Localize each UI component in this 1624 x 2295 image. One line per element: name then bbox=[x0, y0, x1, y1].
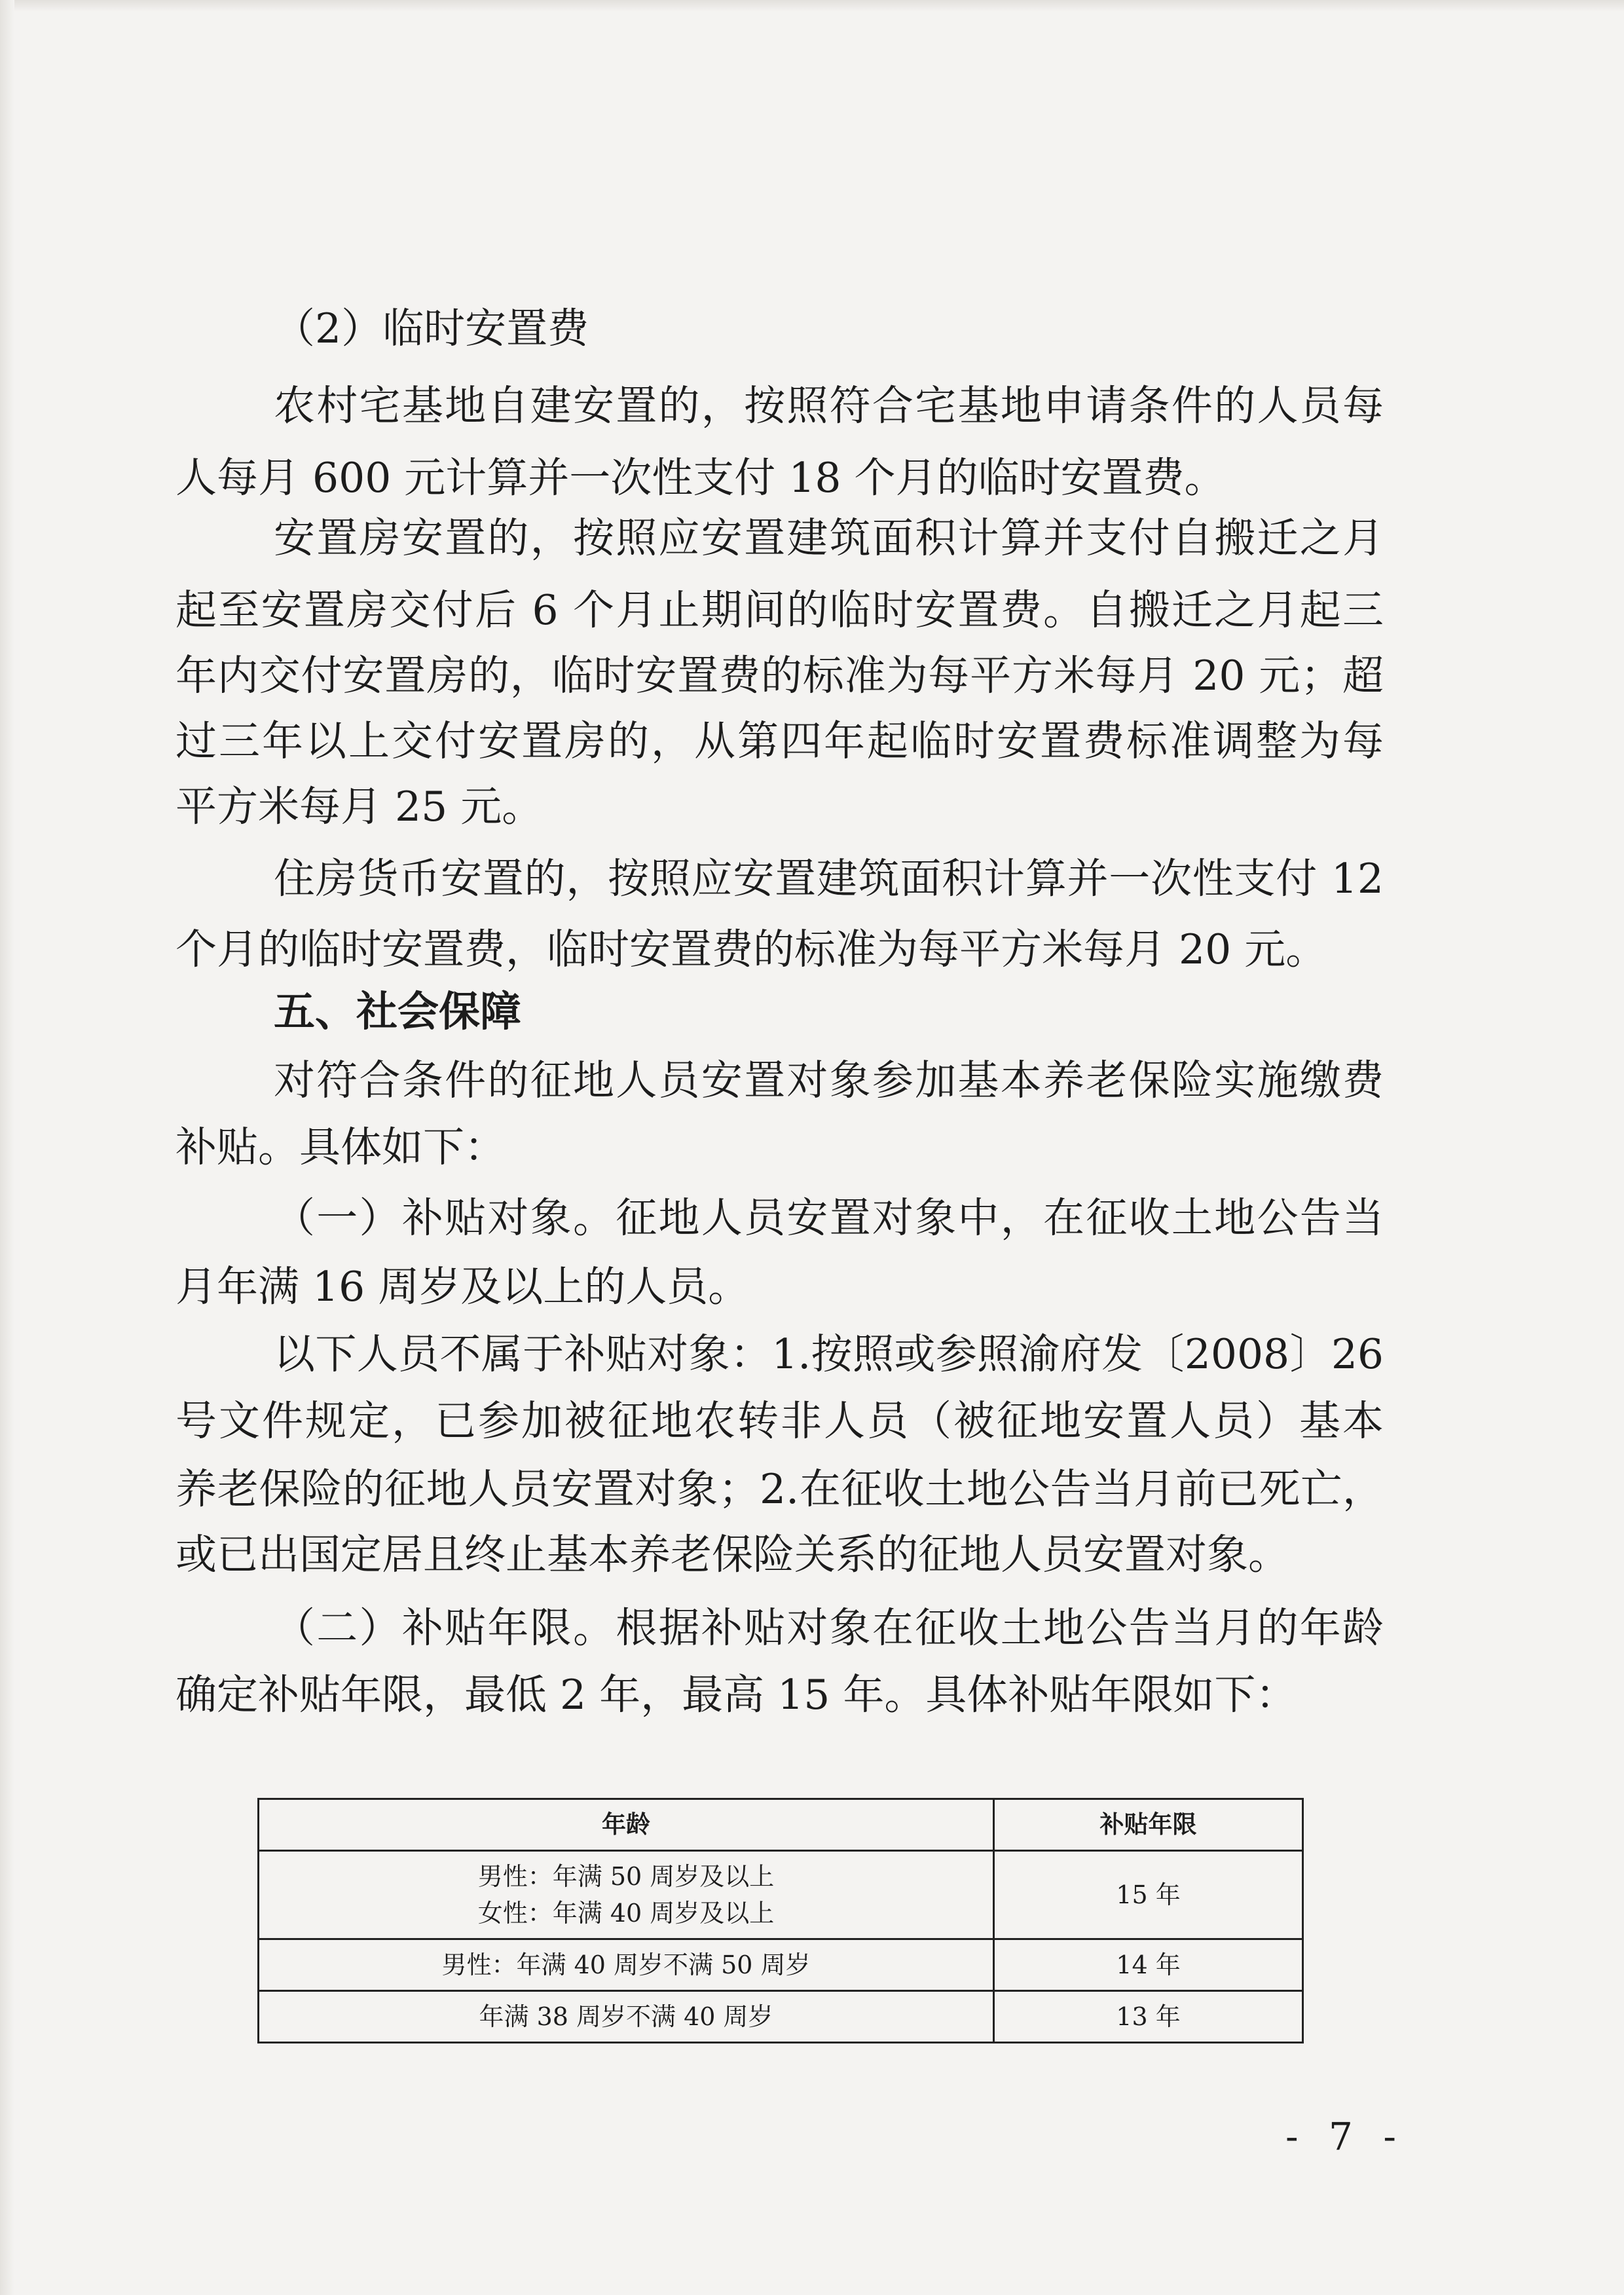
subsection-heading-temporary-resettlement-fee: （2）临时安置费 bbox=[274, 305, 589, 352]
subsidy-years-table bbox=[257, 1798, 1304, 2043]
paragraph-line: 养老保险的征地人员安置对象；2.在征收土地公告当月前已死亡， bbox=[175, 1465, 1384, 1513]
paragraph-line: 住房货币安置的，按照应安置建筑面积计算并一次性支付 12 bbox=[274, 855, 1384, 903]
age-cell: 年满 38 周岁不满 40 周岁 bbox=[259, 1991, 994, 2043]
header-age: 年龄 bbox=[259, 1799, 994, 1851]
paragraph-line: 农村宅基地自建安置的，按照符合宅基地申请条件的人员每 bbox=[274, 382, 1384, 430]
scan-edge-left bbox=[0, 0, 14, 2295]
header-subsidy-years: 补贴年限 bbox=[994, 1799, 1303, 1851]
paragraph-line: 对符合条件的征地人员安置对象参加基本养老保险实施缴费 bbox=[274, 1056, 1384, 1104]
age-line: 男性：年满 50 周岁及以上 bbox=[477, 1862, 775, 1891]
paragraph-line: 过三年以上交付安置房的，从第四年起临时安置费标准调整为每 bbox=[175, 717, 1384, 765]
age-cell bbox=[259, 1851, 994, 1939]
paragraph-line: 补贴。具体如下： bbox=[175, 1123, 506, 1171]
table-row bbox=[259, 1851, 1303, 1939]
paragraph-line: 或已出国定居且终止基本养老保险关系的征地人员安置对象。 bbox=[175, 1531, 1289, 1578]
paragraph-line: 个月的临时安置费，临时安置费的标准为每平方米每月 20 元。 bbox=[175, 925, 1327, 973]
scan-edge-top bbox=[0, 0, 1624, 12]
paragraph-line: 以下人员不属于补贴对象：1.按照或参照渝府发〔2008〕26 bbox=[274, 1330, 1384, 1378]
age-cell: 男性：年满 40 周岁不满 50 周岁 bbox=[259, 1939, 994, 1991]
paragraph-line: 确定补贴年限，最低 2 年，最高 15 年。具体补贴年限如下： bbox=[175, 1671, 1297, 1719]
table-row bbox=[259, 1991, 1303, 2043]
paragraph-line: 平方米每月 25 元。 bbox=[175, 783, 544, 830]
paragraph-line: 号文件规定，已参加被征地农转非人员（被征地安置人员）基本 bbox=[175, 1397, 1384, 1445]
paragraph-line: 起至安置房交付后 6 个月止期间的临时安置费。自搬迁之月起三 bbox=[175, 586, 1384, 634]
age-line: 女性：年满 40 周岁及以上 bbox=[477, 1899, 775, 1928]
paragraph-line: 年内交付安置房的，临时安置费的标准为每平方米每月 20 元；超 bbox=[175, 652, 1384, 700]
section-heading-social-security: 五、社会保障 bbox=[274, 988, 521, 1036]
paragraph-line: 人每月 600 元计算并一次性支付 18 个月的临时安置费。 bbox=[175, 454, 1226, 502]
years-cell: 14 年 bbox=[994, 1939, 1303, 1991]
paragraph-line: （一）补贴对象。征地人员安置对象中，在征收土地公告当 bbox=[274, 1194, 1384, 1242]
table-row bbox=[259, 1939, 1303, 1991]
years-cell: 13 年 bbox=[994, 1991, 1303, 2043]
page-number: - 7 - bbox=[1285, 2114, 1405, 2159]
table-header-row bbox=[259, 1799, 1303, 1851]
years-cell: 15 年 bbox=[994, 1851, 1303, 1939]
paragraph-line: 月年满 16 周岁及以上的人员。 bbox=[175, 1263, 750, 1311]
paragraph-line: （二）补贴年限。根据补贴对象在征收土地公告当月的年龄 bbox=[274, 1604, 1384, 1652]
paragraph-line: 安置房安置的，按照应安置建筑面积计算并支付自搬迁之月 bbox=[274, 514, 1384, 562]
